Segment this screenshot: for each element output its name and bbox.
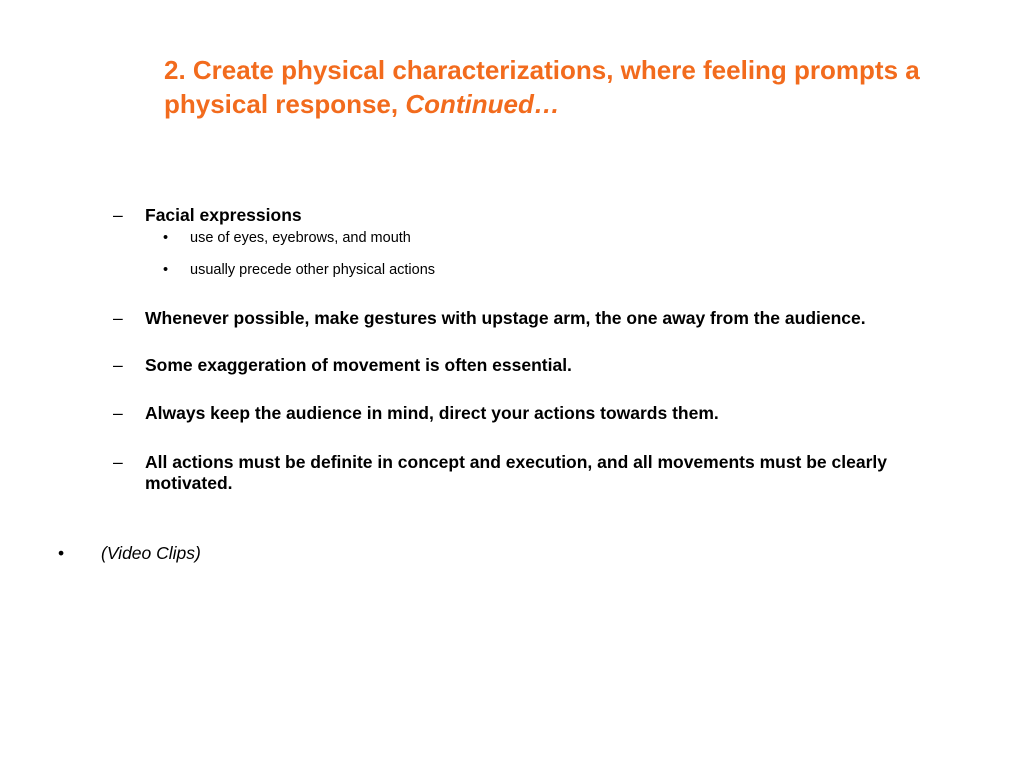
list-item-facial-expressions <box>113 205 993 226</box>
list-item-text: Always keep the audience in mind, direct your actions towards them. <box>145 403 719 423</box>
dash-marker: – <box>113 403 123 423</box>
slide-title <box>164 53 924 121</box>
dash-marker: – <box>113 355 123 375</box>
sub-list-item <box>163 261 435 279</box>
list-item <box>113 452 933 494</box>
list-item-text: Whenever possible, make gestures with upstage arm, the one away from the audience. <box>145 308 866 328</box>
sub-item-text: use of eyes, eyebrows, and mouth <box>190 230 411 246</box>
sub-list-item <box>163 229 411 247</box>
list-item <box>113 308 993 329</box>
list-item-text: All actions must be definite in concept and execution, and all movements must be clearly motivated. <box>145 452 887 493</box>
list-item-video-clips <box>58 543 201 564</box>
dash-marker: – <box>113 205 123 225</box>
list-item <box>113 403 993 424</box>
sub-item-text: usually precede other physical actions <box>190 262 436 278</box>
video-clips-text: (Video Clips) <box>101 543 201 563</box>
bullet-marker: • <box>58 543 65 563</box>
bullet-marker: • <box>163 230 169 246</box>
facial-expressions-label: Facial expressions <box>145 205 302 225</box>
dash-marker: – <box>113 308 123 328</box>
title-continued-text: Continued… <box>405 89 560 119</box>
bullet-marker: • <box>163 262 169 278</box>
list-item <box>113 355 993 376</box>
list-item-text: Some exaggeration of movement is often essential. <box>145 355 572 375</box>
title-main-text: 2. Create physical characterizations, where feeling prompts a physical response, <box>164 55 920 119</box>
dash-marker: – <box>113 452 123 472</box>
